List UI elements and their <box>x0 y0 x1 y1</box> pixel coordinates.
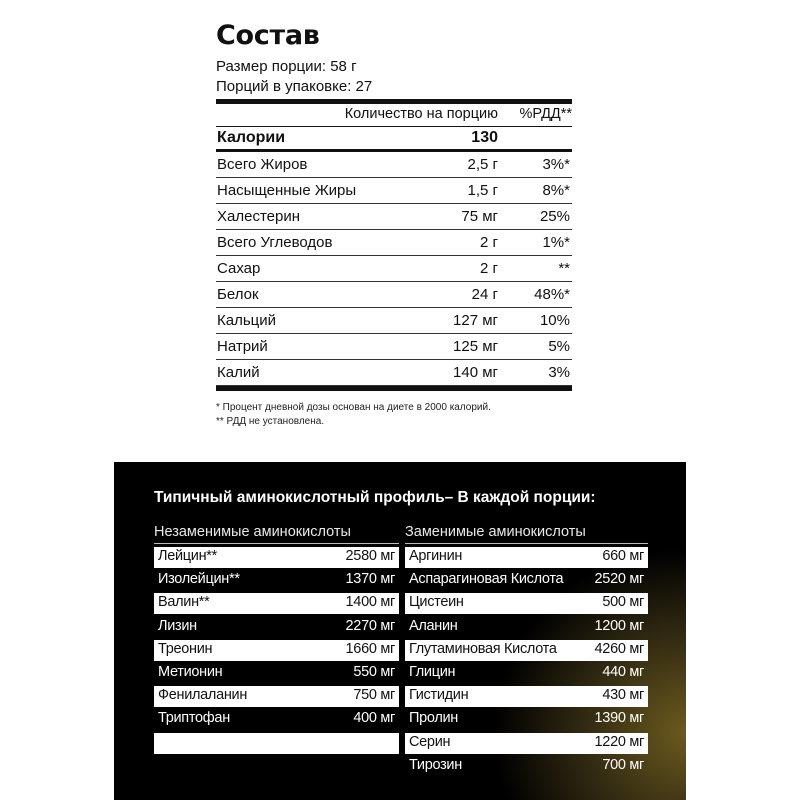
nutrient-row <box>216 256 572 282</box>
nutrient-amount: 24 г <box>471 286 498 303</box>
amino-title: Типичный аминокислотный профиль– В каждой порции: <box>154 489 596 506</box>
nutrient-name: Насыщенные Жиры <box>217 182 357 199</box>
serving-size: Размер порции: 58 г <box>216 58 357 75</box>
nutrient-dv: 25% <box>539 208 570 225</box>
amino-acid-amount: 750 мг <box>353 687 395 704</box>
amino-acid-amount: 500 мг <box>602 594 644 611</box>
amino-acid-row <box>154 709 399 730</box>
nutrient-rows <box>216 152 572 386</box>
nutrient-name: Белок <box>217 286 259 303</box>
amino-acid-amount: 4260 мг <box>594 640 644 657</box>
amino-acid-amount: 1400 мг <box>345 594 395 611</box>
nutrient-dv: 5% <box>548 338 570 355</box>
nutrient-row <box>216 360 572 386</box>
amino-acid-row <box>405 709 648 730</box>
amino-acid-amount: 1660 мг <box>345 640 395 657</box>
amino-acid-amount: 700 мг <box>602 756 644 773</box>
amino-acid-name: Тирозин <box>409 756 462 773</box>
nutrient-dv: 48%* <box>534 286 570 303</box>
calories-value: 130 <box>471 129 498 146</box>
nutrient-amount: 125 мг <box>453 338 498 355</box>
servings-per-pack: Порций в упаковке: 27 <box>216 78 373 95</box>
amino-acid-name: Лейцин** <box>158 548 217 564</box>
amino-acid-name: Цистеин <box>409 594 464 611</box>
amino-acid-row <box>405 570 648 591</box>
amino-acid-row <box>405 617 648 638</box>
amino-acid-amount: 1200 мг <box>594 617 644 634</box>
nutrient-dv: 8%* <box>542 182 570 199</box>
amino-acid-row <box>405 686 648 707</box>
amino-acid-name: Фенилаланин <box>158 687 248 704</box>
amino-acid-name: Валин** <box>158 594 210 611</box>
amino-acid-name: Изолейцин** <box>158 571 240 588</box>
amino-acid-row <box>405 756 648 777</box>
nutrient-row <box>216 334 572 360</box>
nutrient-row <box>216 152 572 178</box>
amino-acid-row <box>405 547 648 568</box>
calories-row <box>216 126 572 152</box>
nutrient-dv: 3% <box>548 364 570 381</box>
nonessential-header-rule <box>405 543 648 544</box>
nutrient-dv: 1%* <box>542 234 570 251</box>
amino-acid-amount: 2270 мг <box>345 617 395 634</box>
amino-acid-amount: 430 мг <box>602 687 644 704</box>
nutrient-amount: 75 мг <box>461 208 498 225</box>
nutrient-row <box>216 308 572 334</box>
amino-acid-name: Глутаминовая Кислота <box>409 640 557 657</box>
nutrient-name: Всего Жиров <box>217 156 308 173</box>
amino-acid-row <box>405 733 648 754</box>
nutrient-name: Натрий <box>217 338 268 355</box>
amino-acid-name: Гистидин <box>409 687 469 704</box>
amino-acid-name: Аланин <box>409 617 458 634</box>
amino-acid-name: Триптофан <box>158 710 230 727</box>
amino-acid-panel <box>114 462 686 800</box>
amino-acid-row <box>154 593 399 614</box>
col-dv-header: %РДД** <box>519 106 572 122</box>
essential-header: Незаменимые аминокислоты <box>154 524 351 540</box>
col-amount-header: Количество на порцию <box>344 106 498 122</box>
facts-table-header <box>216 104 572 126</box>
amino-acid-row <box>154 640 399 661</box>
nutrient-row <box>216 282 572 308</box>
nutrient-amount: 2,5 г <box>467 156 498 173</box>
footnote-dv: * Процент дневной дозы основан на диете в 2000 калорий. <box>216 402 491 413</box>
amino-acid-name: Аспарагиновая Кислота <box>409 571 564 588</box>
nutrient-amount: 140 мг <box>453 364 498 381</box>
amino-acid-name: Треонин <box>158 640 213 657</box>
nutrient-dv: 10% <box>539 312 570 329</box>
bottom-rule <box>216 386 572 391</box>
essential-header-rule <box>154 543 399 544</box>
amino-acid-amount: 2520 мг <box>594 571 644 588</box>
page-title: Состав <box>216 20 320 51</box>
nutrient-row <box>216 204 572 230</box>
amino-acid-name: Аргинин <box>409 548 463 564</box>
amino-acid-amount: 1390 мг <box>594 710 644 727</box>
amino-acid-row <box>405 593 648 614</box>
amino-acid-name: Глицин <box>409 663 456 680</box>
footnote-rdd: ** РДД не установлена. <box>216 416 325 427</box>
nutrient-name: Калий <box>217 364 260 381</box>
amino-acid-row <box>405 663 648 684</box>
nonessential-list <box>405 547 648 779</box>
nutrient-amount: 2 г <box>480 234 498 251</box>
amino-acid-row <box>154 733 399 754</box>
nonessential-header: Заменимые аминокислоты <box>405 524 586 540</box>
amino-acid-amount: 1220 мг <box>594 733 644 750</box>
amino-acid-name: Лизин <box>158 617 197 634</box>
nutrition-facts-panel <box>216 20 572 429</box>
amino-acid-name: Серин <box>409 733 451 750</box>
amino-acid-name: Пролин <box>409 710 458 727</box>
amino-acid-row <box>154 686 399 707</box>
nutrient-name: Всего Углеводов <box>217 234 333 251</box>
amino-acid-amount: 2580 мг <box>345 548 395 564</box>
nutrient-name: Халестерин <box>217 208 300 225</box>
nutrient-dv: 3%* <box>542 156 570 173</box>
amino-acid-name: Метионин <box>158 663 223 680</box>
nutrient-name: Сахар <box>217 260 261 277</box>
amino-acid-row <box>154 547 399 568</box>
nutrient-amount: 127 мг <box>453 312 498 329</box>
amino-acid-amount: 440 мг <box>602 663 644 680</box>
amino-acid-row <box>154 663 399 684</box>
nutrient-name: Кальций <box>217 312 276 329</box>
essential-list <box>154 547 399 756</box>
nutrient-row <box>216 178 572 204</box>
nutrient-amount: 1,5 г <box>467 182 498 199</box>
calories-label: Калории <box>217 129 286 146</box>
amino-acid-amount: 660 мг <box>602 548 644 564</box>
nutrient-amount: 2 г <box>480 260 498 277</box>
amino-acid-amount: 1370 мг <box>345 571 395 588</box>
amino-acid-row <box>154 617 399 638</box>
amino-acid-row <box>154 570 399 591</box>
nutrient-dv: ** <box>558 260 570 277</box>
amino-acid-row <box>405 640 648 661</box>
nutrient-row <box>216 230 572 256</box>
amino-acid-amount: 550 мг <box>353 663 395 680</box>
amino-acid-amount: 400 мг <box>353 710 395 727</box>
